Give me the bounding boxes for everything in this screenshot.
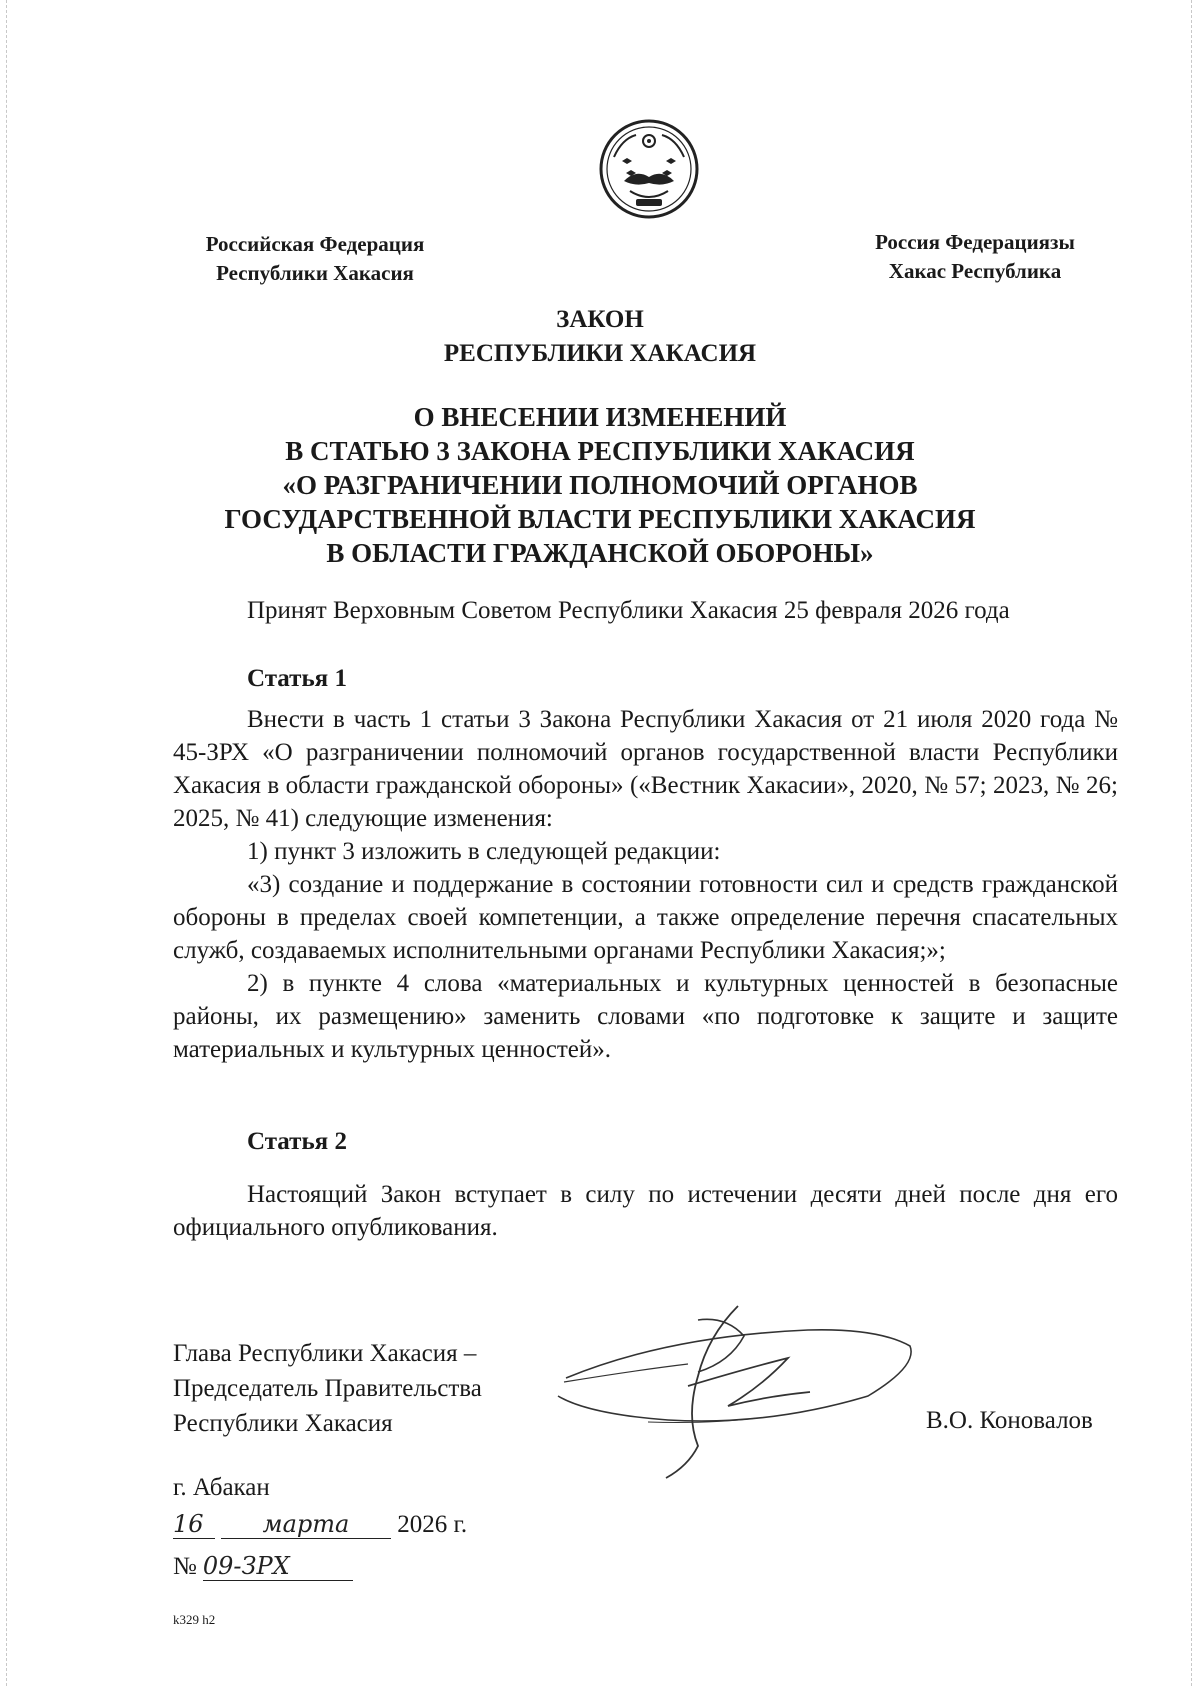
place-of-signing: г. Абакан xyxy=(173,1474,270,1501)
law-subject-line1: О ВНЕСЕНИИ ИЗМЕНЕНИЙ xyxy=(413,402,787,432)
scan-edge-left xyxy=(6,0,8,1686)
header-left-line2: Республики Хакасия xyxy=(216,261,414,285)
article-1-paragraph-1: Внести в часть 1 статьи 3 Закона Республики Хакасия от 21 июля 2020 года № 45-ЗРХ «О разграничении полномочий органов государственной власти Республики Хакасия в области гражданской обороны» («Вестник Хакасии», 2020, № 57; 2023, № 26; 2025, № 41) следующие изменения: xyxy=(173,706,1118,832)
article-1-paragraph-3: «3) создание и поддержание в состоянии готовности сил и средств гражданской обороны в пределах своей компетенции, а также определение перечня спасательных служб, создаваемых исполнительными органами Республики Хакасия;»; xyxy=(173,871,1118,964)
coat-of-arms-emblem xyxy=(594,117,704,222)
law-subject-line3: «О РАЗГРАНИЧЕНИИ ПОЛНОМОЧИЙ ОРГАНОВ xyxy=(282,470,918,500)
article-1-paragraph-4: 2) в пункте 4 слова «материальных и культурных ценностей в безопасные районы, их размещению» заменить словами «по подготовке к защите и защите материальных и культурных ценностей». xyxy=(173,970,1118,1063)
law-number-handwritten: 09-ЗРХ xyxy=(203,1552,353,1581)
header-right-line1: Россия Федерациязы xyxy=(875,230,1075,254)
law-number-prefix: № xyxy=(173,1553,197,1580)
law-subject-line2: В СТАТЬЮ 3 ЗАКОНА РЕСПУБЛИКИ ХАКАСИЯ xyxy=(285,436,915,466)
law-title-line1: ЗАКОН xyxy=(556,306,644,333)
law-number xyxy=(173,1552,353,1581)
document-code: k329 h2 xyxy=(173,1612,216,1627)
header-right-line2: Хакас Республика xyxy=(888,259,1062,283)
signatory-title-line1: Глава Республики Хакасия – xyxy=(173,1340,477,1367)
date-day-handwritten: 16 xyxy=(173,1510,215,1539)
article-2-paragraph-1: Настоящий Закон вступает в силу по истечении десяти дней после дня его официального опубликования. xyxy=(173,1181,1118,1241)
article-2-body xyxy=(173,1178,1118,1244)
signatory-name: В.О. Коновалов xyxy=(926,1407,1093,1434)
signing-date xyxy=(173,1510,467,1539)
scan-edge-right xyxy=(1191,0,1193,1686)
signatory-title xyxy=(173,1336,482,1441)
article-2-heading: Статья 2 xyxy=(247,1128,347,1155)
law-title-line2: РЕСПУБЛИКИ ХАКАСИЯ xyxy=(443,340,757,367)
law-subject-line4: ГОСУДАРСТВЕННОЙ ВЛАСТИ РЕСПУБЛИКИ ХАКАСИЯ xyxy=(224,504,976,534)
article-1-body xyxy=(173,703,1118,1066)
header-left-russian xyxy=(180,230,450,288)
article-1-paragraph-2: 1) пункт 3 изложить в следующей редакции: xyxy=(247,838,721,865)
date-year: 2026 г. xyxy=(397,1511,468,1538)
handwritten-signature xyxy=(548,1296,928,1486)
article-1-heading: Статья 1 xyxy=(247,665,347,692)
header-left-line1: Российская Федерация xyxy=(205,232,425,256)
date-month-handwritten: марта xyxy=(221,1510,391,1539)
law-title xyxy=(150,303,1050,371)
law-subject-line5: В ОБЛАСТИ ГРАЖДАНСКОЙ ОБОРОНЫ» xyxy=(326,538,874,568)
header-right-khakas xyxy=(850,228,1100,286)
law-subject xyxy=(150,400,1050,570)
signatory-title-line2: Председатель Правительства xyxy=(173,1375,482,1402)
adoption-statement: Принят Верховным Советом Республики Хакасия 25 февраля 2026 года xyxy=(247,597,1010,624)
signatory-title-line3: Республики Хакасия xyxy=(173,1410,393,1437)
